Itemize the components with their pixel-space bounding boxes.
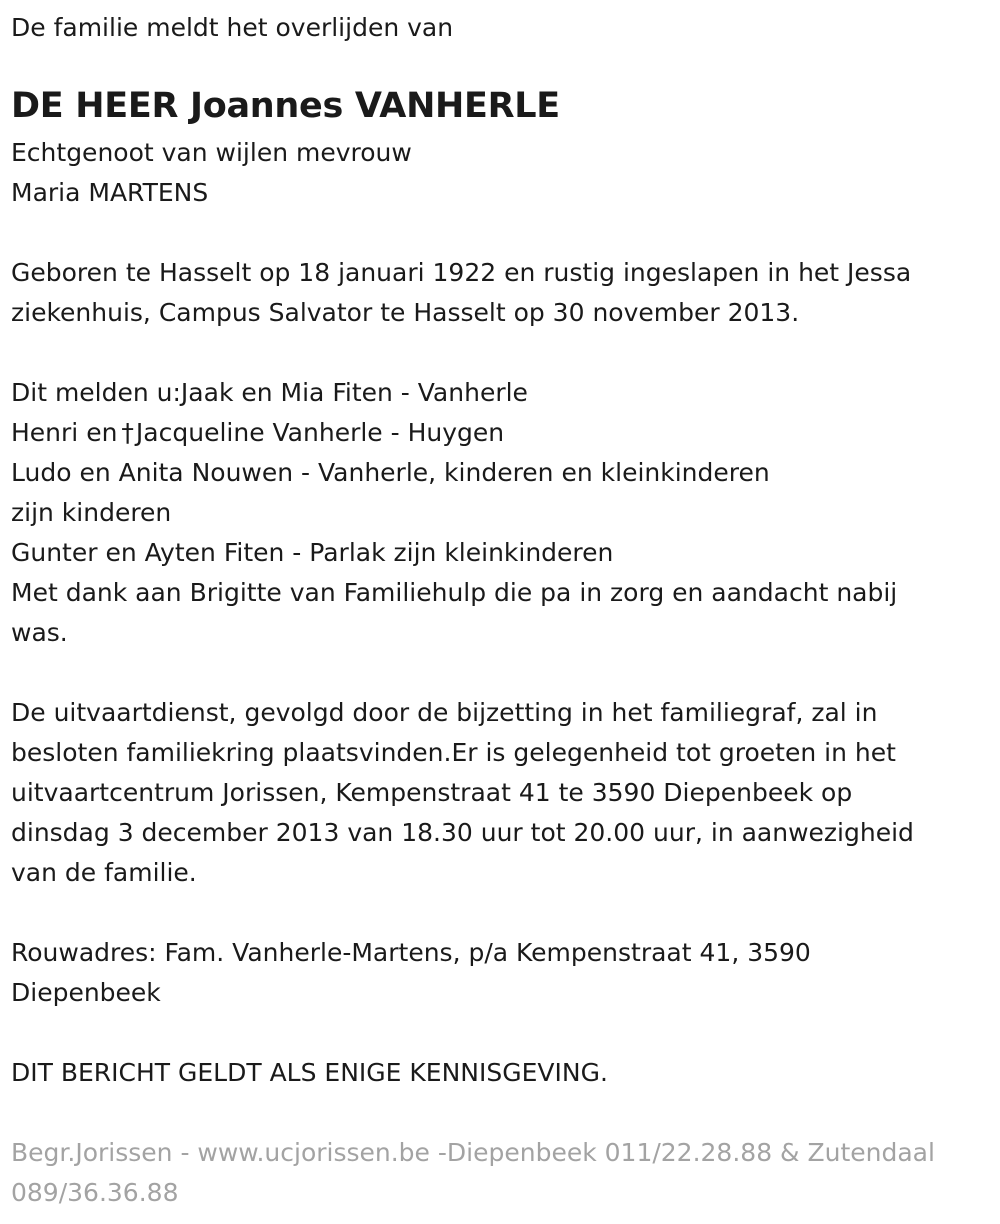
family-line-1: Dit melden u:Jaak en Mia Fiten - Vanherle: [11, 378, 528, 407]
funeral-line-3: uitvaartcentrum Jorissen, Kempenstraat 41 te 3590 Diepenbeek op: [11, 778, 853, 807]
family-line-7: was.: [11, 618, 68, 647]
family-line-5: Gunter en Ayten Fiten - Parlak zijn kleinkinderen: [11, 538, 614, 567]
funeral-section: [11, 693, 914, 893]
family-line-3: Ludo en Anita Nouwen - Vanherle, kinderen en kleinkinderen: [11, 458, 770, 487]
birth-line-1: Geboren te Hasselt op 18 januari 1922 en rustig ingeslapen in het Jessa: [11, 258, 912, 287]
footer-line-1: Begr.Jorissen - www.ucjorissen.be -Diepenbeek 011/22.28.88 & Zutendaal: [11, 1138, 935, 1167]
footer-line-2: 089/36.36.88: [11, 1178, 179, 1207]
family-line-2: [11, 413, 897, 453]
family-line-6: Met dank aan Brigitte van Familiehulp die pa in zorg en aandacht nabij: [11, 578, 898, 607]
family-line-4: zijn kinderen: [11, 498, 172, 527]
spouse-line-1: Echtgenoot van wijlen mevrouw: [11, 138, 412, 167]
birth-line-2: ziekenhuis, Campus Salvator te Hasselt op 30 november 2013.: [11, 298, 800, 327]
intro-text: De familie meldt het overlijden van: [11, 13, 454, 42]
address-line-1: Rouwadres: Fam. Vanherle-Martens, p/a Kempenstraat 41, 3590: [11, 938, 811, 967]
birth-section: [11, 253, 911, 333]
address-line-2: Diepenbeek: [11, 978, 161, 1007]
family-line-2-suffix: Jacqueline Vanherle - Huygen: [135, 418, 505, 447]
address-section: [11, 933, 811, 1013]
family-section: [11, 373, 897, 653]
spouse-line-2: Maria MARTENS: [11, 178, 209, 207]
funeral-line-1: De uitvaartdienst, gevolgd door de bijzetting in het familiegraf, zal in: [11, 698, 878, 727]
family-line-2-prefix: Henri en: [11, 418, 118, 447]
cross-icon: †: [121, 418, 134, 447]
spouse-section: [11, 133, 412, 213]
notice-section: [11, 1053, 608, 1093]
funeral-line-4: dinsdag 3 december 2013 van 18.30 uur tot 20.00 uur, in aanwezigheid: [11, 818, 914, 847]
notice-text: DIT BERICHT GELDT ALS ENIGE KENNISGEVING.: [11, 1058, 608, 1087]
footer-section: [11, 1133, 935, 1213]
funeral-line-5: van de familie.: [11, 858, 197, 887]
deceased-name: DE HEER Joannes VANHERLE: [11, 86, 560, 126]
funeral-line-2: besloten familiekring plaatsvinden.Er is gelegenheid tot groeten in het: [11, 738, 896, 767]
